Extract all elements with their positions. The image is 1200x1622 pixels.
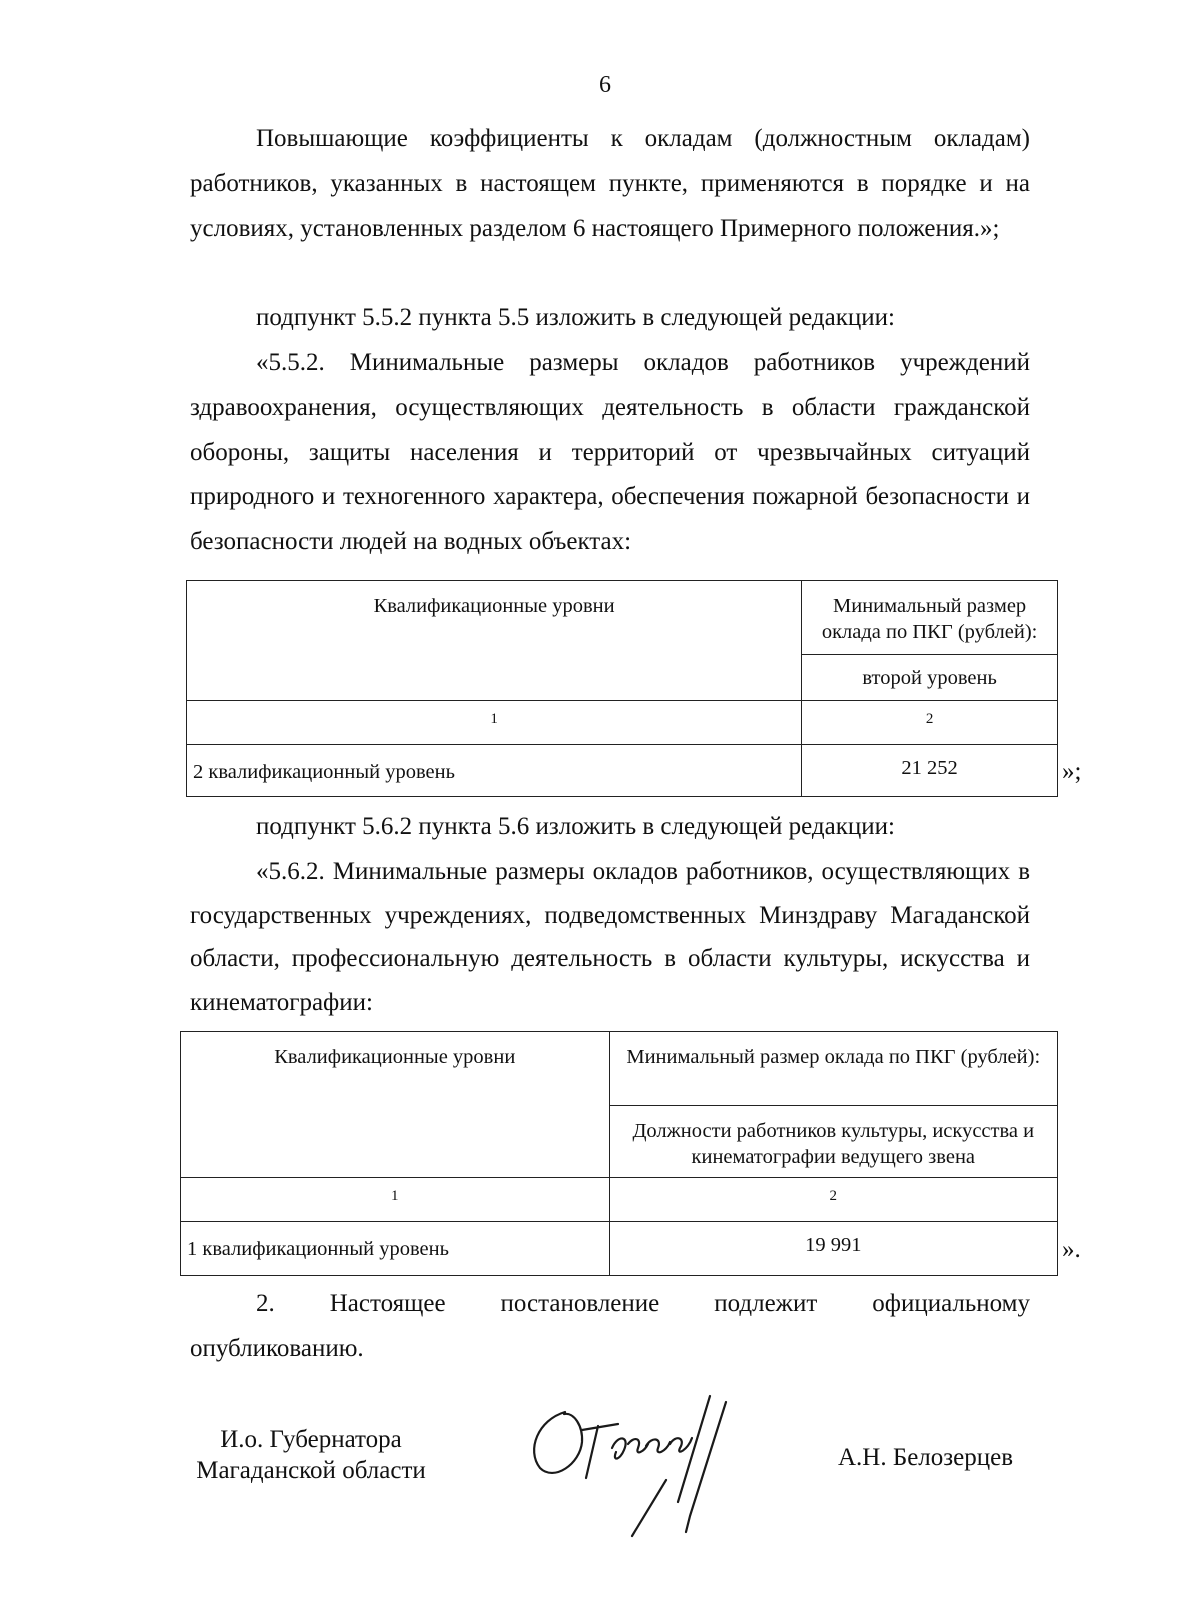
table2-header-levels: Квалификационные уровни: [181, 1032, 610, 1178]
table1-column-number-1: 1: [187, 701, 802, 745]
table2-row-value: 19 991: [609, 1222, 1057, 1276]
table1-header-salary: Минимальный размер оклада по ПКГ (рублей):: [802, 581, 1058, 655]
paragraph-publication-line1: 2. Настоящее постановление подлежит официальному: [256, 1290, 1030, 1317]
table2-closing-quote: ».: [1062, 1236, 1081, 1263]
table1-column-number-2: 2: [802, 701, 1058, 745]
paragraph-subpoint-5-5-2-intro: подпункт 5.5.2 пункта 5.5 изложить в следующей редакции:: [256, 304, 895, 331]
table2-header-salary: Минимальный размер оклада по ПКГ (рублей):: [609, 1032, 1057, 1106]
table1-header-levels: Квалификационные уровни: [187, 581, 802, 701]
table2-column-number-2: 2: [609, 1178, 1057, 1222]
signatory-position-line1: И.о. Губернатора: [220, 1426, 402, 1453]
paragraph-subpoint-5-6-2-intro: подпункт 5.6.2 пункта 5.6 изложить в следующей редакции:: [256, 813, 895, 840]
paragraph-5-5-2: «5.5.2. Минимальные размеры окладов работников учреждений здравоохранения, осуществляющих деятельность в области гражданской обороны, защиты населения и территорий от чрезвычайных ситуаций природного и техногенного характера, обеспечения пожарной безопасности и безопасности людей на водных объектах:: [190, 349, 1030, 556]
page-number: 6: [599, 72, 611, 98]
salary-table-1: [186, 580, 1058, 797]
signatory-position: [180, 1424, 442, 1486]
paragraph-coefficients: Повышающие коэффициенты к окладам (должностным окладам) работников, указанных в настоящем пункте, применяются в порядке и на условиях, установленных разделом 6 настоящего Примерного положения.»;: [190, 125, 1030, 242]
table1-row-label: 2 квалификационный уровень: [187, 745, 802, 797]
paragraph-5-6-2: «5.6.2. Минимальные размеры окладов работников, осуществляющих в государственных учреждениях, подведомственных Минздраву Магаданской области, профессиональную деятельность в области культуры, искусства и кинематографии:: [190, 858, 1030, 1016]
signatory-position-line2: Магаданской области: [196, 1457, 426, 1484]
salary-table-2: [180, 1031, 1058, 1276]
handwritten-signature: [520, 1390, 760, 1540]
paragraph-publication-line2: опубликованию.: [190, 1335, 364, 1362]
table1-subheader-level: второй уровень: [802, 655, 1058, 701]
table1-closing-quote: »;: [1062, 758, 1082, 785]
table2-column-number-1: 1: [181, 1178, 610, 1222]
table1-row-value: 21 252: [802, 745, 1058, 797]
signatory-name: А.Н. Белозерцев: [838, 1444, 1014, 1471]
table2-subheader-positions: Должности работников культуры, искусства и кинематографии ведущего звена: [609, 1106, 1057, 1178]
table2-row-label: 1 квалификационный уровень: [181, 1222, 610, 1276]
